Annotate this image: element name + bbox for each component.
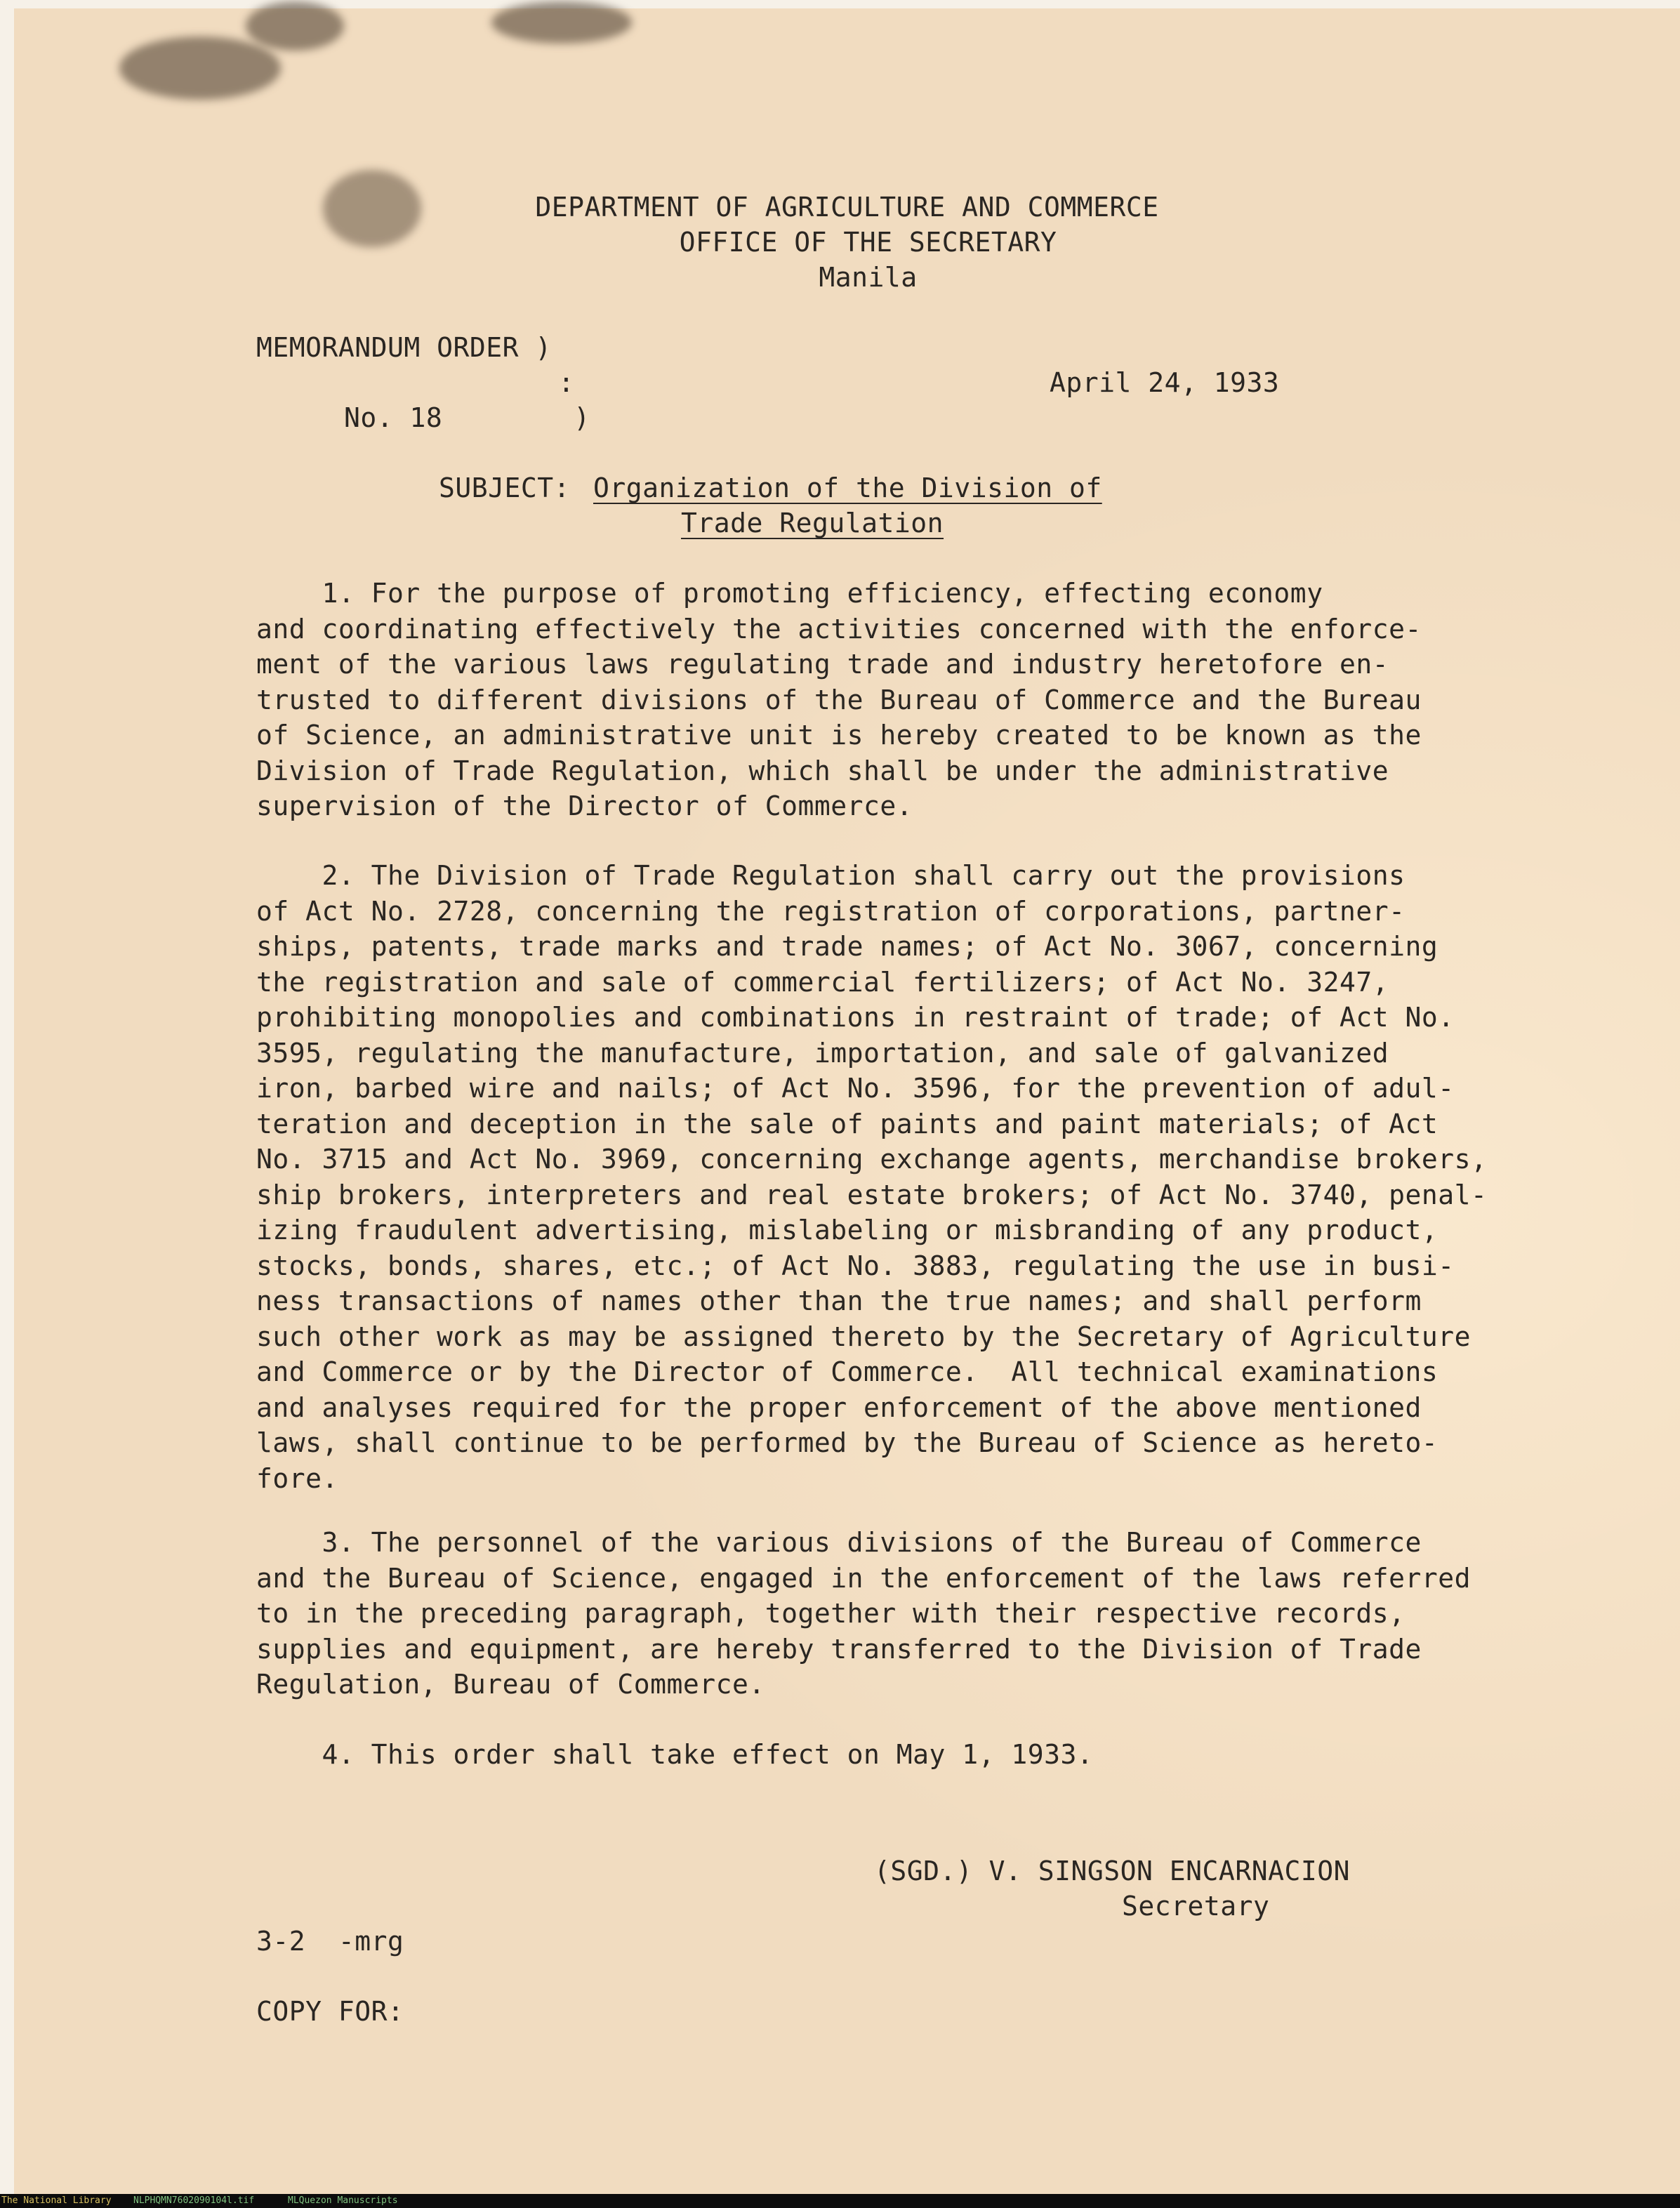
paragraph-2-line: laws, shall continue to be performed by the Bureau of Science as hereto-: [256, 1427, 1438, 1458]
paragraph-2-line: izing fraudulent advertising, mislabeling or misbranding of any product,: [256, 1215, 1438, 1245]
paragraph-2-line: the registration and sale of commercial fertilizers; of Act No. 3247,: [256, 966, 1389, 998]
office-heading: OFFICE OF THE SECRETARY: [679, 227, 1057, 258]
stain: [491, 1, 632, 44]
paragraph-2-line: 2. The Division of Trade Regulation shall carry out the provisions: [256, 860, 1405, 891]
paragraph-2-line: 3595, regulating the manufacture, importation, and sale of galvanized: [256, 1037, 1389, 1069]
paragraph-2-line: ness transactions of names other than the true names; and shall perform: [256, 1285, 1422, 1316]
footer-collection: MLQuezon Manuscripts: [288, 2195, 398, 2206]
paragraph-2-line: and Commerce or by the Director of Commerce. All technical examinations: [256, 1356, 1438, 1387]
copy-for-label: COPY FOR:: [256, 1996, 404, 2027]
paragraph-2-line: iron, barbed wire and nails; of Act No. 3596, for the prevention of adul-: [256, 1073, 1455, 1104]
city-heading: Manila: [819, 262, 918, 293]
signature-name: (SGD.) V. SINGSON ENCARNACION: [874, 1856, 1350, 1886]
archive-footer: [0, 2194, 1680, 2208]
signature-title: Secretary: [1122, 1891, 1270, 1922]
paragraph-1-line: of Science, an administrative unit is hereby created to be known as the: [256, 720, 1422, 751]
memo-separator: :: [558, 367, 575, 398]
paragraph-1-line: 1. For the purpose of promoting efficiency, effecting economy: [256, 578, 1323, 609]
paragraph-2-line: and analyses required for the proper enforcement of the above mentioned: [256, 1391, 1422, 1423]
paragraph-3-line: to in the preceding paragraph, together with their respective records,: [256, 1598, 1405, 1629]
paragraph-2-line: of Act No. 2728, concerning the registration of corporations, partner-: [256, 895, 1405, 927]
footer-library: The National Library: [1, 2195, 112, 2206]
memo-date: April 24, 1933: [1050, 367, 1280, 398]
reference-initials: 3-2 -mrg: [256, 1926, 404, 1957]
footer-file: NLPHQMN7602090104l.tif: [133, 2195, 255, 2206]
memo-number: No. 18 ): [344, 402, 590, 433]
stain: [246, 1, 344, 51]
paragraph-1-line: supervision of the Director of Commerce.: [256, 791, 913, 821]
department-heading: DEPARTMENT OF AGRICULTURE AND COMMERCE: [535, 192, 1159, 223]
paragraph-2-line: ships, patents, trade marks and trade names; of Act No. 3067, concerning: [256, 931, 1438, 962]
paragraph-2-line: ship brokers, interpreters and real estate brokers; of Act No. 3740, penal-: [256, 1179, 1488, 1210]
paragraph-3-line: supplies and equipment, are hereby transferred to the Division of Trade: [256, 1633, 1422, 1665]
subject-line-2: Trade Regulation: [681, 508, 944, 538]
paragraph-1-line: and coordinating effectively the activities concerned with the enforce-: [256, 613, 1422, 644]
paragraph-2-line: stocks, bonds, shares, etc.; of Act No. 3883, regulating the use in busi-: [256, 1250, 1455, 1281]
paragraph-3-line: Regulation, Bureau of Commerce.: [256, 1669, 765, 1700]
subject-label: SUBJECT:: [439, 472, 571, 503]
memo-order-label: MEMORANDUM ORDER ): [256, 332, 552, 363]
paragraph-1-line: ment of the various laws regulating trade and industry heretofore en-: [256, 649, 1389, 680]
memo-page: [14, 8, 1680, 2194]
paragraph-1-line: trusted to different divisions of the Bureau of Commerce and the Bureau: [256, 684, 1422, 715]
paragraph-2-line: prohibiting monopolies and combinations in restraint of trade; of Act No.: [256, 1002, 1455, 1033]
subject-line-1: Organization of the Division of: [593, 472, 1102, 503]
paragraph-2-line: teration and deception in the sale of paints and paint materials; of Act: [256, 1108, 1438, 1139]
paragraph-1-line: Division of Trade Regulation, which shall be under the administrative: [256, 755, 1389, 786]
paragraph-3-line: and the Bureau of Science, engaged in the enforcement of the laws referred: [256, 1562, 1471, 1594]
paragraph-2-line: such other work as may be assigned thereto by the Secretary of Agriculture: [256, 1321, 1471, 1352]
paragraph-2-line: fore.: [256, 1462, 338, 1494]
paragraph-2-line: No. 3715 and Act No. 3969, concerning exchange agents, merchandise brokers,: [256, 1144, 1488, 1175]
stain: [119, 37, 281, 100]
paragraph-4-line: 4. This order shall take effect on May 1, 1933.: [256, 1739, 1094, 1770]
paragraph-3-line: 3. The personnel of the various divisions of the Bureau of Commerce: [256, 1527, 1422, 1558]
